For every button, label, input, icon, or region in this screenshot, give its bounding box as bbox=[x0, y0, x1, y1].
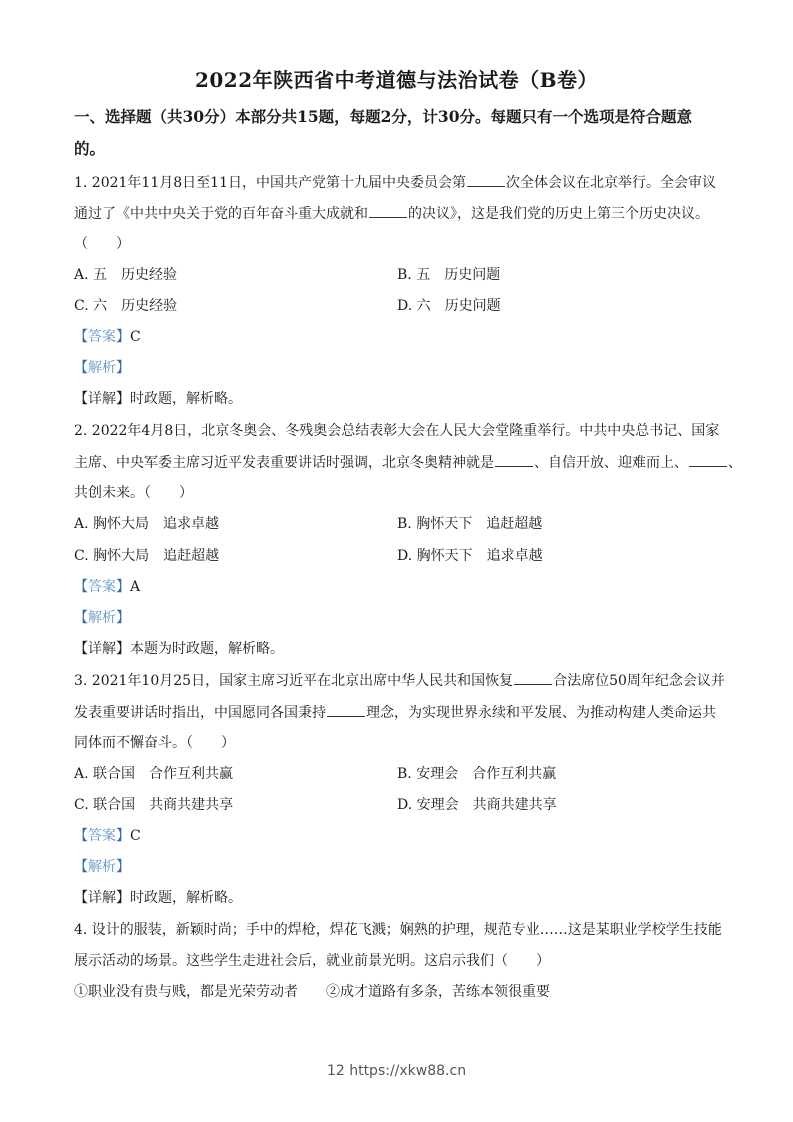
question-2-line-3: 共创未来。（ ） bbox=[74, 485, 193, 501]
question-1-line-2: 通过了《中共中央关于党的百年奋斗重大成就和 的决议》，这是我们党的历史上第三个历史决议。 bbox=[74, 203, 724, 224]
question-3-detail: 【详解】时政题，解析略。 bbox=[74, 890, 242, 906]
question-4-line-1: 4. 设计的服装，新颖时尚；手中的焊枪，焊花飞溅；娴熟的护理，规范专业……这是某职业学校学生技能 bbox=[74, 922, 722, 938]
question-3-analysis-label: 【解析】 bbox=[74, 859, 130, 875]
question-1-answer: 【答案】C bbox=[74, 329, 141, 345]
section-heading: 一、选择题（共30分）本部分共15题，每题2分，计30分。每题只有一个选项是符合题意 bbox=[74, 107, 692, 126]
fill-blank bbox=[514, 670, 552, 685]
question-3-line-1: 3. 2021年10月25日，国家主席习近平在北京出席中华人民共和国恢复 合法席位50周年纪念会议并 bbox=[74, 670, 724, 691]
question-2-analysis-label: 【解析】 bbox=[74, 610, 130, 626]
question-1-analysis-label: 【解析】 bbox=[74, 360, 130, 376]
fill-blank bbox=[495, 452, 533, 467]
question-1-paren: （ ） bbox=[74, 236, 130, 252]
question-2-detail: 【详解】本题为时政题，解析略。 bbox=[74, 641, 284, 657]
fill-blank bbox=[327, 702, 365, 717]
question-3-line-3: 同体而不懈奋斗。（ ） bbox=[74, 735, 235, 751]
question-1-option-b: B. 五 历史问题 bbox=[397, 267, 501, 283]
question-1-option-a: A. 五 历史经验 bbox=[74, 267, 178, 283]
section-heading-cont: 的。 bbox=[74, 139, 106, 158]
question-3-answer: 【答案】C bbox=[74, 828, 141, 844]
question-3-option-c: C. 联合国 共商共建共享 bbox=[74, 797, 234, 813]
question-2-option-a: A. 胸怀大局 追求卓越 bbox=[74, 516, 220, 532]
fill-blank bbox=[689, 452, 727, 467]
question-1-line-1: 1. 2021年11月8日至11日，中国共产党第十九届中央委员会第 次全体会议在北京举行。全会审议 bbox=[74, 172, 724, 193]
question-2-option-c: C. 胸怀大局 追赶超越 bbox=[74, 548, 220, 564]
page-footer: 12 https://xkw88.cn bbox=[326, 1063, 467, 1079]
question-4-line-3: ①职业没有贵与贱，都是光荣劳动者 ②成才道路有多条，苦练本领很重要 bbox=[74, 984, 550, 1000]
fill-blank bbox=[369, 203, 407, 218]
page-title: 2022年陕西省中考道德与法治试卷（B卷） bbox=[194, 68, 599, 92]
question-2-line-1: 2. 2022年4月8日，北京冬奥会、冬残奥会总结表彰大会在人民大会堂隆重举行。中共中央总书记、国家 bbox=[74, 423, 720, 439]
question-4-line-2: 展示活动的场景。这些学生走进社会后，就业前景光明。这启示我们（ ） bbox=[74, 953, 550, 969]
question-3-option-d: D. 安理会 共商共建共享 bbox=[397, 797, 557, 813]
question-2-option-d: D. 胸怀天下 追求卓越 bbox=[397, 548, 543, 564]
question-1-option-d: D. 六 历史问题 bbox=[397, 298, 501, 314]
question-3-option-b: B. 安理会 合作互利共赢 bbox=[397, 766, 557, 782]
question-3-line-2: 发表重要讲话时指出，中国愿同各国秉持 理念，为实现世界永续和平发展、为推动构建人类命运共 bbox=[74, 702, 724, 723]
question-3-option-a: A. 联合国 合作互利共赢 bbox=[74, 766, 234, 782]
question-1-option-c: C. 六 历史经验 bbox=[74, 298, 178, 314]
question-2-answer: 【答案】A bbox=[74, 579, 141, 595]
question-2-option-b: B. 胸怀天下 追赶超越 bbox=[397, 516, 543, 532]
question-2-line-2: 主席、中央军委主席习近平发表重要讲话时强调，北京冬奥精神就是 、自信开放、迎难而上、 、 bbox=[74, 452, 724, 473]
question-1-detail: 【详解】时政题，解析略。 bbox=[74, 391, 242, 407]
fill-blank bbox=[467, 172, 505, 187]
